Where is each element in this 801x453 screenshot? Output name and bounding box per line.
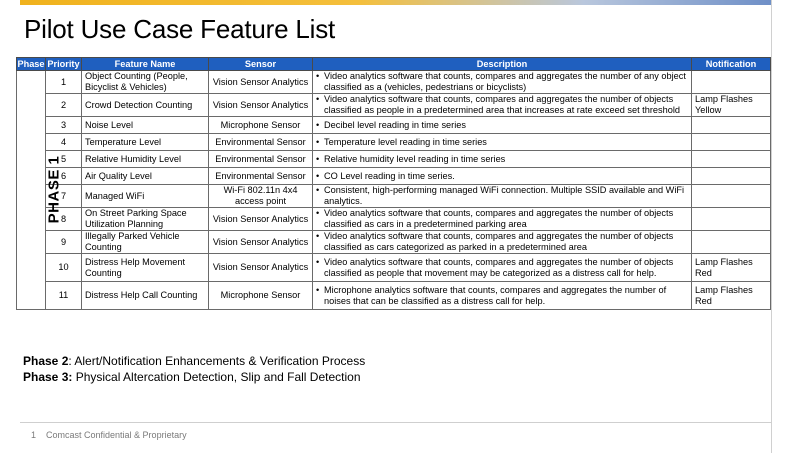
notification-cell: Lamp Flashes Yellow [692, 94, 771, 117]
confidential-notice: Comcast Confidential & Proprietary [46, 430, 187, 440]
table-row [17, 94, 771, 117]
description-cell [313, 117, 692, 134]
phase-cell [17, 71, 63, 310]
table-row [17, 71, 771, 94]
description-cell [313, 151, 692, 168]
feature-name-cell: Temperature Level [82, 134, 209, 151]
header-phase: Phase [17, 58, 45, 69]
priority-cell: 6 [46, 168, 82, 185]
priority-cell: 11 [46, 282, 82, 310]
sensor-cell: Microphone Sensor [209, 282, 313, 310]
table-row [17, 254, 771, 282]
priority-cell: 8 [46, 208, 82, 231]
table-header-row [17, 58, 771, 71]
priority-cell: 5 [46, 151, 82, 168]
feature-name-cell: Relative Humidity Level [82, 151, 209, 168]
table-row [17, 208, 771, 231]
description-cell [313, 168, 692, 185]
bullet-icon: • [316, 136, 320, 147]
table-row [17, 185, 771, 208]
priority-cell: 2 [46, 94, 82, 117]
page-number: 1 [31, 430, 37, 440]
description-cell [313, 185, 692, 208]
feature-name-cell: Managed WiFi [82, 185, 209, 208]
bullet-icon: • [316, 71, 320, 81]
table-row [17, 134, 771, 151]
description-cell [313, 71, 692, 94]
table-row [17, 168, 771, 185]
priority-cell: 4 [46, 134, 82, 151]
feature-name-cell: Distress Help Call Counting [82, 282, 209, 310]
notification-cell [692, 71, 771, 94]
bullet-icon: • [316, 185, 320, 195]
table-body [17, 71, 771, 310]
feature-name-cell: Crowd Detection Counting [82, 94, 209, 117]
header-notification: Notification [692, 58, 771, 71]
footer [31, 430, 187, 440]
description-text: Consistent, high-performing managed WiFi connection. Multiple SSID available and WiFi analytics. [324, 185, 685, 206]
header-priority: Priority [47, 58, 80, 69]
sensor-cell: Environmental Sensor [209, 151, 313, 168]
description-text: Video analytics software that counts, compares and aggregates the number of any object classified as a (vehicles, pedestrians or bicyclists) [324, 71, 686, 92]
priority-cell: 1 [46, 71, 82, 94]
notification-cell [692, 231, 771, 254]
header-sensor: Sensor [209, 58, 313, 71]
bullet-icon: • [316, 231, 320, 241]
feature-name-cell: Air Quality Level [82, 168, 209, 185]
feature-name-cell: Object Counting (People, Bicyclist & Vehicles) [82, 71, 209, 94]
bullet-icon: • [316, 256, 320, 267]
description-text: Decibel level reading in time series [324, 119, 466, 130]
notification-cell [692, 185, 771, 208]
notification-cell [692, 151, 771, 168]
bullet-icon: • [316, 94, 320, 104]
header-description: Description [313, 58, 692, 71]
footer-divider [20, 422, 772, 423]
priority-cell: 7 [46, 185, 82, 208]
header-feature-name: Feature Name [82, 58, 209, 71]
sensor-cell: Vision Sensor Analytics [209, 208, 313, 231]
bullet-icon: • [316, 208, 320, 218]
bullet-icon: • [316, 170, 320, 181]
sensor-cell: Vision Sensor Analytics [209, 254, 313, 282]
feature-table [16, 57, 771, 310]
description-cell [313, 254, 692, 282]
priority-cell: 9 [46, 231, 82, 254]
phase-label: PHASE 1 [45, 155, 63, 223]
description-text: Video analytics software that counts, compares and aggregates the number of objects classified as cars categorized as parked in a predetermined area [324, 231, 674, 252]
table-row [17, 231, 771, 254]
feature-name-cell: Distress Help Movement Counting [82, 254, 209, 282]
description-text: Video analytics software that counts, compares and aggregates the number of objects classified as cars in a predetermined parking area [324, 208, 674, 229]
notification-cell: Lamp Flashes Red [692, 254, 771, 282]
notification-cell [692, 168, 771, 185]
sensor-cell: Vision Sensor Analytics [209, 94, 313, 117]
phase-3-note: Phase 3: Physical Altercation Detection, Slip and Fall Detection [23, 370, 361, 384]
description-cell [313, 134, 692, 151]
page-title: Pilot Use Case Feature List [24, 14, 336, 44]
description-text: Microphone analytics software that counts, compares and aggregates the number of noises that can be classified as a distress call for help. [324, 284, 667, 306]
description-cell [313, 231, 692, 254]
sensor-cell: Vision Sensor Analytics [209, 71, 313, 94]
description-text: CO Level reading in time series. [324, 170, 455, 181]
phase-notes [23, 353, 365, 385]
bullet-icon: • [316, 119, 320, 130]
notification-cell [692, 208, 771, 231]
priority-cell: 3 [46, 117, 82, 134]
bullet-icon: • [316, 153, 320, 164]
sensor-cell: Vision Sensor Analytics [209, 231, 313, 254]
table-row [17, 151, 771, 168]
description-text: Temperature level reading in time series [324, 136, 487, 147]
notification-cell: Lamp Flashes Red [692, 282, 771, 310]
sensor-cell: Environmental Sensor [209, 134, 313, 151]
description-cell [313, 282, 692, 310]
notification-cell [692, 134, 771, 151]
description-text: Video analytics software that counts, compares and aggregates the number of objects classified as people in a predetermined area that increases at rate exceed set threshold [324, 94, 680, 115]
feature-name-cell: On Street Parking Space Utilization Planning [82, 208, 209, 231]
priority-cell: 10 [46, 254, 82, 282]
phase-2-note: Phase 2: Alert/Notification Enhancements & Verification Process [23, 354, 366, 368]
feature-name-cell: Noise Level [82, 117, 209, 134]
sensor-cell: Environmental Sensor [209, 168, 313, 185]
description-cell [313, 94, 692, 117]
table-row [17, 117, 771, 134]
description-cell [313, 208, 692, 231]
description-text: Relative humidity level reading in time series [324, 153, 506, 164]
sensor-cell: Microphone Sensor [209, 117, 313, 134]
table-row [17, 282, 771, 310]
notification-cell [692, 117, 771, 134]
sensor-cell: Wi-Fi 802.11n 4x4 access point [209, 185, 313, 208]
bullet-icon: • [316, 284, 320, 295]
description-text: Video analytics software that counts, compares and aggregates the number of objects classified as people that movement may be categorized as a distress call for help. [324, 256, 674, 278]
top-accent-bar [20, 0, 772, 5]
feature-name-cell: Illegally Parked Vehicle Counting [82, 231, 209, 254]
right-divider [771, 0, 772, 453]
